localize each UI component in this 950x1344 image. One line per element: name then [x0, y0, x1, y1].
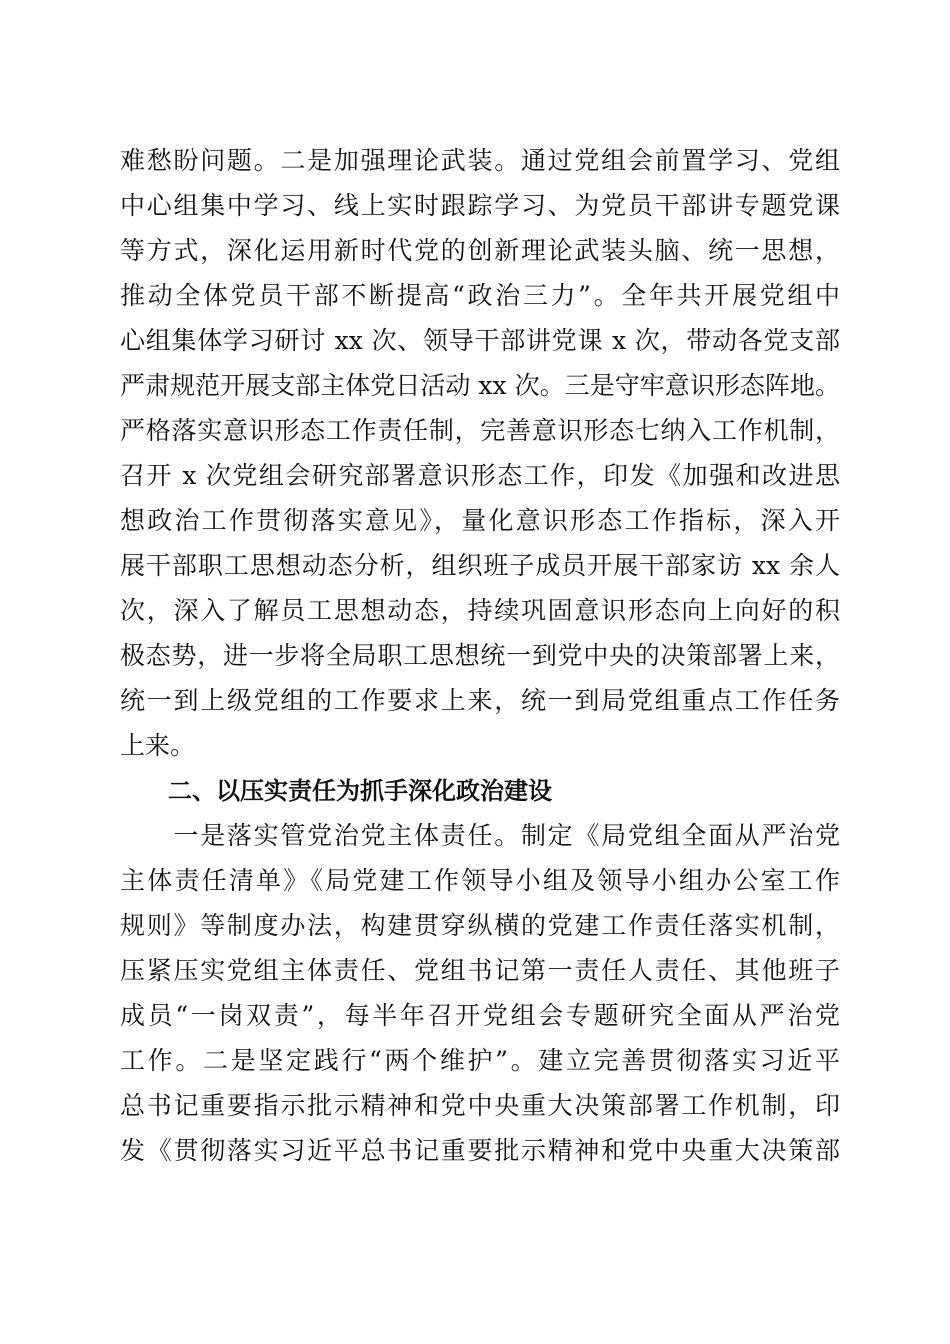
paragraph-line: 等方式，深化运用新时代党的创新理论武装头脑、统一思想，	[120, 236, 840, 265]
paragraph-line: 心组集体学习研讨 xx 次、领导干部讲党课 x 次，带动各党支部	[120, 326, 840, 355]
paragraph-line: 展干部职工思想动态分析，组织班子成员开展干部家访 xx 余人	[120, 551, 840, 580]
paragraph-line: 极态势，进一步将全局职工思想统一到党中央的决策部署上来，	[120, 641, 840, 670]
paragraph-line: 成员“一岗双责”，每半年召开党组会专题研究全面从严治党	[120, 1001, 840, 1030]
paragraph-line: 中心组集中学习、线上实时跟踪学习、为党员干部讲专题党课	[120, 191, 840, 220]
paragraph-line: 主体责任清单》《局党建工作领导小组及领导小组办公室工作	[120, 866, 840, 895]
paragraph-line: 一是落实管党治党主体责任。制定《局党组全面从严治党	[120, 821, 840, 850]
paragraph-line: 召开 x 次党组会研究部署意识形态工作，印发《加强和改进思	[120, 461, 840, 490]
paragraph-line: 想政治工作贯彻落实意见》，量化意识形态工作指标，深入开	[120, 506, 840, 535]
paragraph-line: 次，深入了解员工思想动态，持续巩固意识形态向上向好的积	[120, 596, 840, 625]
paragraph-line: 严肃规范开展支部主体党日活动 xx 次。三是守牢意识形态阵地。	[120, 371, 840, 400]
section-heading: 二、以压实责任为抓手深化政治建设	[168, 777, 552, 805]
paragraph-line: 推动全体党员干部不断提高“政治三力”。全年共开展党组中	[120, 281, 840, 310]
paragraph-line: 统一到上级党组的工作要求上来，统一到局党组重点工作任务	[120, 686, 840, 715]
paragraph-line: 压紧压实党组主体责任、党组书记第一责任人责任、其他班子	[120, 956, 840, 985]
paragraph-line: 难愁盼问题。二是加强理论武装。通过党组会前置学习、党组	[120, 146, 840, 175]
paragraph-line: 严格落实意识形态工作责任制，完善意识形态七纳入工作机制，	[120, 416, 840, 445]
paragraph-line: 发《贯彻落实习近平总书记重要批示精神和党中央重大决策部	[120, 1136, 840, 1165]
paragraph-line: 工作。二是坚定践行“两个维护”。建立完善贯彻落实习近平	[120, 1046, 840, 1075]
paragraph-line: 上来。	[120, 731, 196, 760]
paragraph-line: 规则》等制度办法，构建贯穿纵横的党建工作责任落实机制，	[120, 911, 840, 940]
paragraph-line: 总书记重要指示批示精神和党中央重大决策部署工作机制，印	[120, 1091, 840, 1120]
